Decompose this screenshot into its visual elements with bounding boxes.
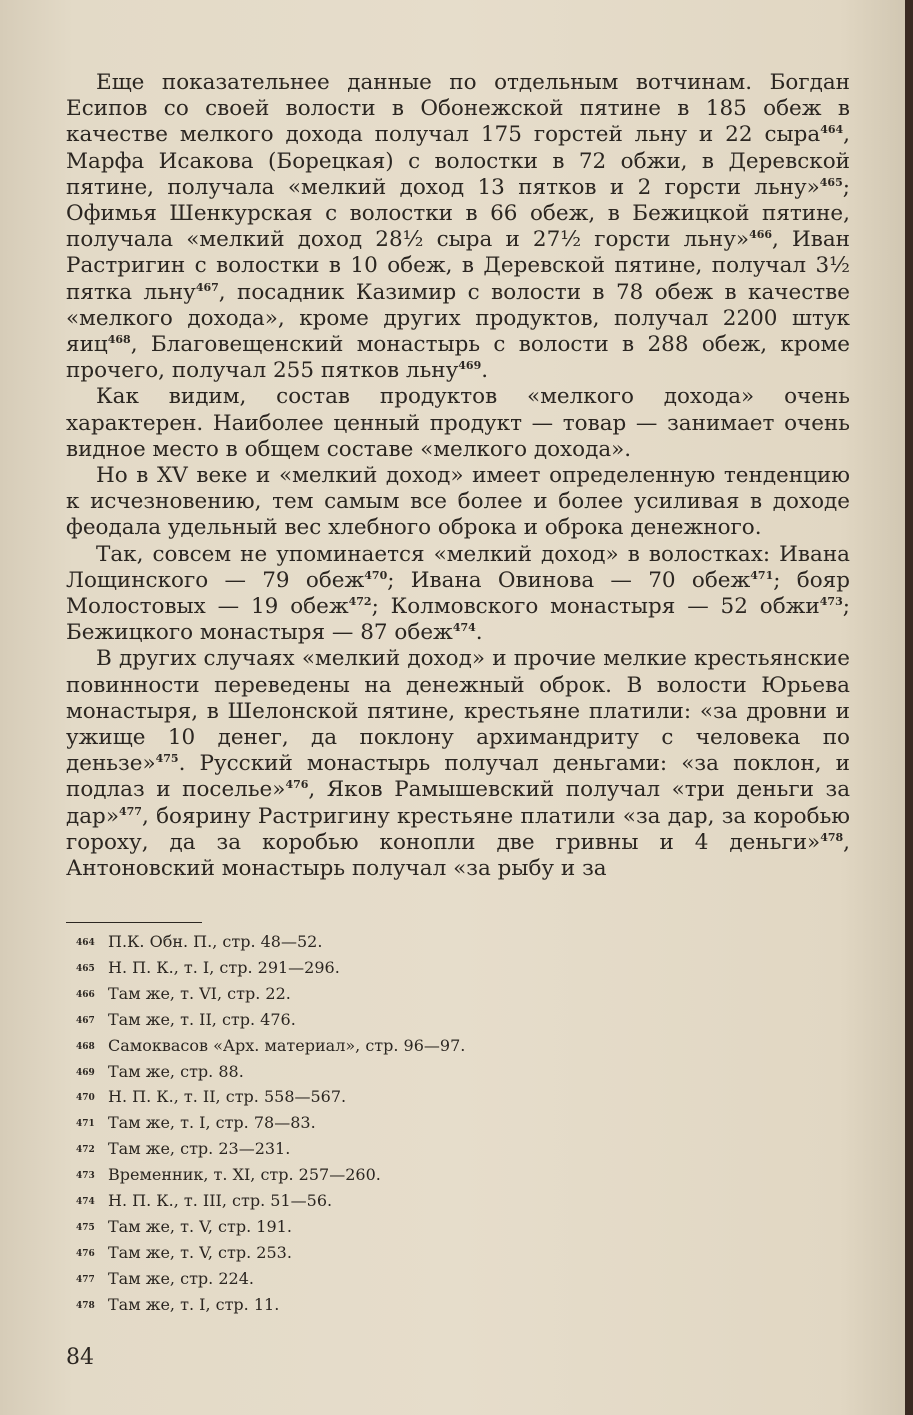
text-run: В других случаях «мелкий доход» и прочие мелкие крестьянские повинности переведены на денежный оброк. В волости Юрьева монастыря, в Шелонской пятине, крестьяне платили: «за дровни и ужище 10 денег, да поклону архимандриту с человека по деньзе» bbox=[66, 646, 850, 777]
page-number: 84 bbox=[66, 1345, 94, 1370]
text-run: , посадник Казимир с волости в 78 обеж в качестве «мелкого дохода», кроме других продуктов, получал 2200 штук яиц bbox=[66, 279, 850, 358]
text-run: , Благовещенский монастырь с волости в 288 обеж, кроме прочего, получал 255 пятков льну bbox=[66, 332, 850, 384]
footnote-number: 473 bbox=[76, 1171, 95, 1182]
text-run: ; Офимья Шенкурская с волостки в 66 обеж, в Бежицкой пятине, получала «мелкий доход 28½ сыра и 27½ горсти льну» bbox=[66, 174, 850, 253]
footnote-text: П.К. Обн. П., стр. 48—52. bbox=[108, 932, 323, 951]
footnote bbox=[76, 1085, 776, 1111]
page-edge-shadow bbox=[905, 0, 913, 1415]
footnote-text: Там же, т. V, стр. 191. bbox=[108, 1216, 292, 1236]
footnote bbox=[76, 1008, 776, 1034]
footnote-text: Там же, т. V, стр. 253. bbox=[108, 1242, 292, 1262]
footnote bbox=[76, 1060, 776, 1086]
footnote-text: Там же, т. II, стр. 476. bbox=[108, 1009, 296, 1029]
paragraph bbox=[66, 542, 850, 647]
footnote-number: 477 bbox=[76, 1274, 95, 1285]
footnote bbox=[76, 982, 776, 1008]
footnote-number: 464 bbox=[76, 938, 95, 948]
footnote-number: 472 bbox=[76, 1145, 95, 1156]
footnote bbox=[76, 1241, 776, 1267]
footnote-ref: 467 bbox=[195, 280, 219, 294]
footnote-ref: 464 bbox=[820, 123, 844, 137]
footnote-text: Там же, стр. 23—231. bbox=[108, 1139, 291, 1159]
footnote-ref: 465 bbox=[819, 175, 843, 189]
text-run: ; Ивана Овинова — 70 обеж bbox=[387, 567, 751, 593]
paragraph bbox=[66, 463, 850, 542]
footnote-number: 469 bbox=[76, 1067, 95, 1078]
footnote bbox=[76, 1034, 776, 1060]
footnote-number: 466 bbox=[76, 989, 95, 1000]
footnote bbox=[76, 1293, 776, 1319]
footnotes bbox=[76, 930, 776, 1319]
paragraph bbox=[66, 384, 850, 463]
text-run: ; Колмовского монастыря — 52 обжи bbox=[371, 594, 820, 620]
footnote-text: Там же, т. I, стр. 78—83. bbox=[108, 1113, 316, 1133]
footnote-ref: 475 bbox=[155, 752, 179, 766]
footnote-ref: 468 bbox=[107, 332, 131, 346]
footnote-text: Н. П. К., т. I, стр. 291—296. bbox=[108, 957, 340, 977]
footnote-ref: 477 bbox=[118, 804, 142, 818]
main-text bbox=[66, 70, 850, 882]
footnote-text: Там же, т. I, стр. 11. bbox=[108, 1294, 280, 1314]
text-run: Еще показательнее данные по отдельным вотчинам. Богдан Есипов со своей волости в Обонежской пятине в 185 обеж в качестве мелкого дохода получал 175 горстей льну и 22 сыра bbox=[66, 70, 850, 148]
text-run: ; Бежицкого монастыря — 87 обеж bbox=[66, 594, 850, 646]
paragraph bbox=[66, 646, 850, 882]
footnote-ref: 471 bbox=[750, 568, 774, 582]
text-run: . bbox=[481, 358, 489, 384]
footnote bbox=[76, 1267, 776, 1293]
text-run: Как видим, состав продуктов «мелкого дохода» очень характерен. Наиболее ценный продукт — товар — занимает очень видное место в общем составе «мелкого дохода». bbox=[66, 384, 850, 462]
text-run: ; бояр Молостовых — 19 обеж bbox=[66, 567, 850, 620]
footnote-ref: 476 bbox=[285, 778, 309, 792]
footnote-ref: 466 bbox=[749, 228, 773, 242]
footnote-number: 468 bbox=[76, 1041, 95, 1052]
footnote-number: 476 bbox=[76, 1248, 95, 1259]
footnote-text: Там же, т. VI, стр. 22. bbox=[108, 983, 291, 1003]
footnote-ref: 473 bbox=[819, 594, 843, 608]
paragraph bbox=[66, 70, 850, 384]
text-run: , боярину Растригину крестьяне платили «за дар, за коробью гороху, да за коробью конопли две гривны и 4 деньги» bbox=[66, 803, 850, 855]
footnote-text: Там же, стр. 224. bbox=[108, 1268, 254, 1288]
footnote-ref: 470 bbox=[364, 568, 388, 582]
footnote-number: 471 bbox=[76, 1119, 95, 1130]
footnote-number: 467 bbox=[76, 1015, 95, 1026]
footnote bbox=[76, 956, 776, 982]
text-run: , Антоновский монастырь получал «за рыбу и за bbox=[66, 829, 850, 882]
footnote-text: Н. П. К., т. III, стр. 51—56. bbox=[108, 1191, 333, 1211]
footnote-number: 470 bbox=[76, 1093, 95, 1104]
text-run: Но в XV веке и «мелкий доход» имеет определенную тенденцию к исчезновению, тем самым все более и более усиливая в доходе феодала удельный вес хлебного оброка и оброка денежного. bbox=[66, 463, 850, 541]
text-run: , Иван Растригин с волостки в 10 обеж, в Деревской пятине, получал 3½ пятка льну bbox=[66, 227, 851, 305]
footnote bbox=[76, 1163, 776, 1189]
footnote-ref: 478 bbox=[820, 830, 844, 844]
footnote-number: 474 bbox=[76, 1197, 95, 1208]
footnote-separator bbox=[66, 922, 202, 923]
footnote bbox=[76, 1111, 776, 1137]
text-run: . bbox=[475, 620, 483, 646]
footnote-number: 475 bbox=[76, 1222, 95, 1233]
footnote-ref: 474 bbox=[452, 621, 476, 635]
footnote-text: Временник, т. XI, стр. 257—260. bbox=[108, 1165, 381, 1185]
footnote-number: 465 bbox=[76, 963, 95, 974]
footnote-text: Н. П. К., т. II, стр. 558—567. bbox=[108, 1087, 347, 1107]
text-run: , Марфа Исакова (Борецкая) с волостки в 72 обжи, в Деревской пятине, получала «мелкий доход 13 пятков и 2 горсти льну» bbox=[66, 122, 850, 200]
footnote-text: Самоквасов «Арх. материал», стр. 96—97. bbox=[108, 1035, 466, 1055]
footnote bbox=[76, 1189, 776, 1215]
footnote-ref: 469 bbox=[458, 359, 482, 373]
text-run: , Яков Рамышевский получал «три деньги за дар» bbox=[66, 777, 851, 829]
footnote-ref: 472 bbox=[348, 594, 372, 608]
text-run: . Русский монастырь получал деньгами: «за поклон, и подлаз и поселье» bbox=[66, 751, 850, 803]
text-run: Так, совсем не упоминается «мелкий доход» в волостках: Ивана Лощинского — 79 обеж bbox=[66, 541, 850, 593]
footnote bbox=[76, 1137, 776, 1163]
footnote-text: Там же, стр. 88. bbox=[108, 1061, 244, 1081]
footnote-number: 478 bbox=[76, 1300, 95, 1311]
footnote bbox=[76, 930, 776, 956]
footnote bbox=[76, 1215, 776, 1241]
